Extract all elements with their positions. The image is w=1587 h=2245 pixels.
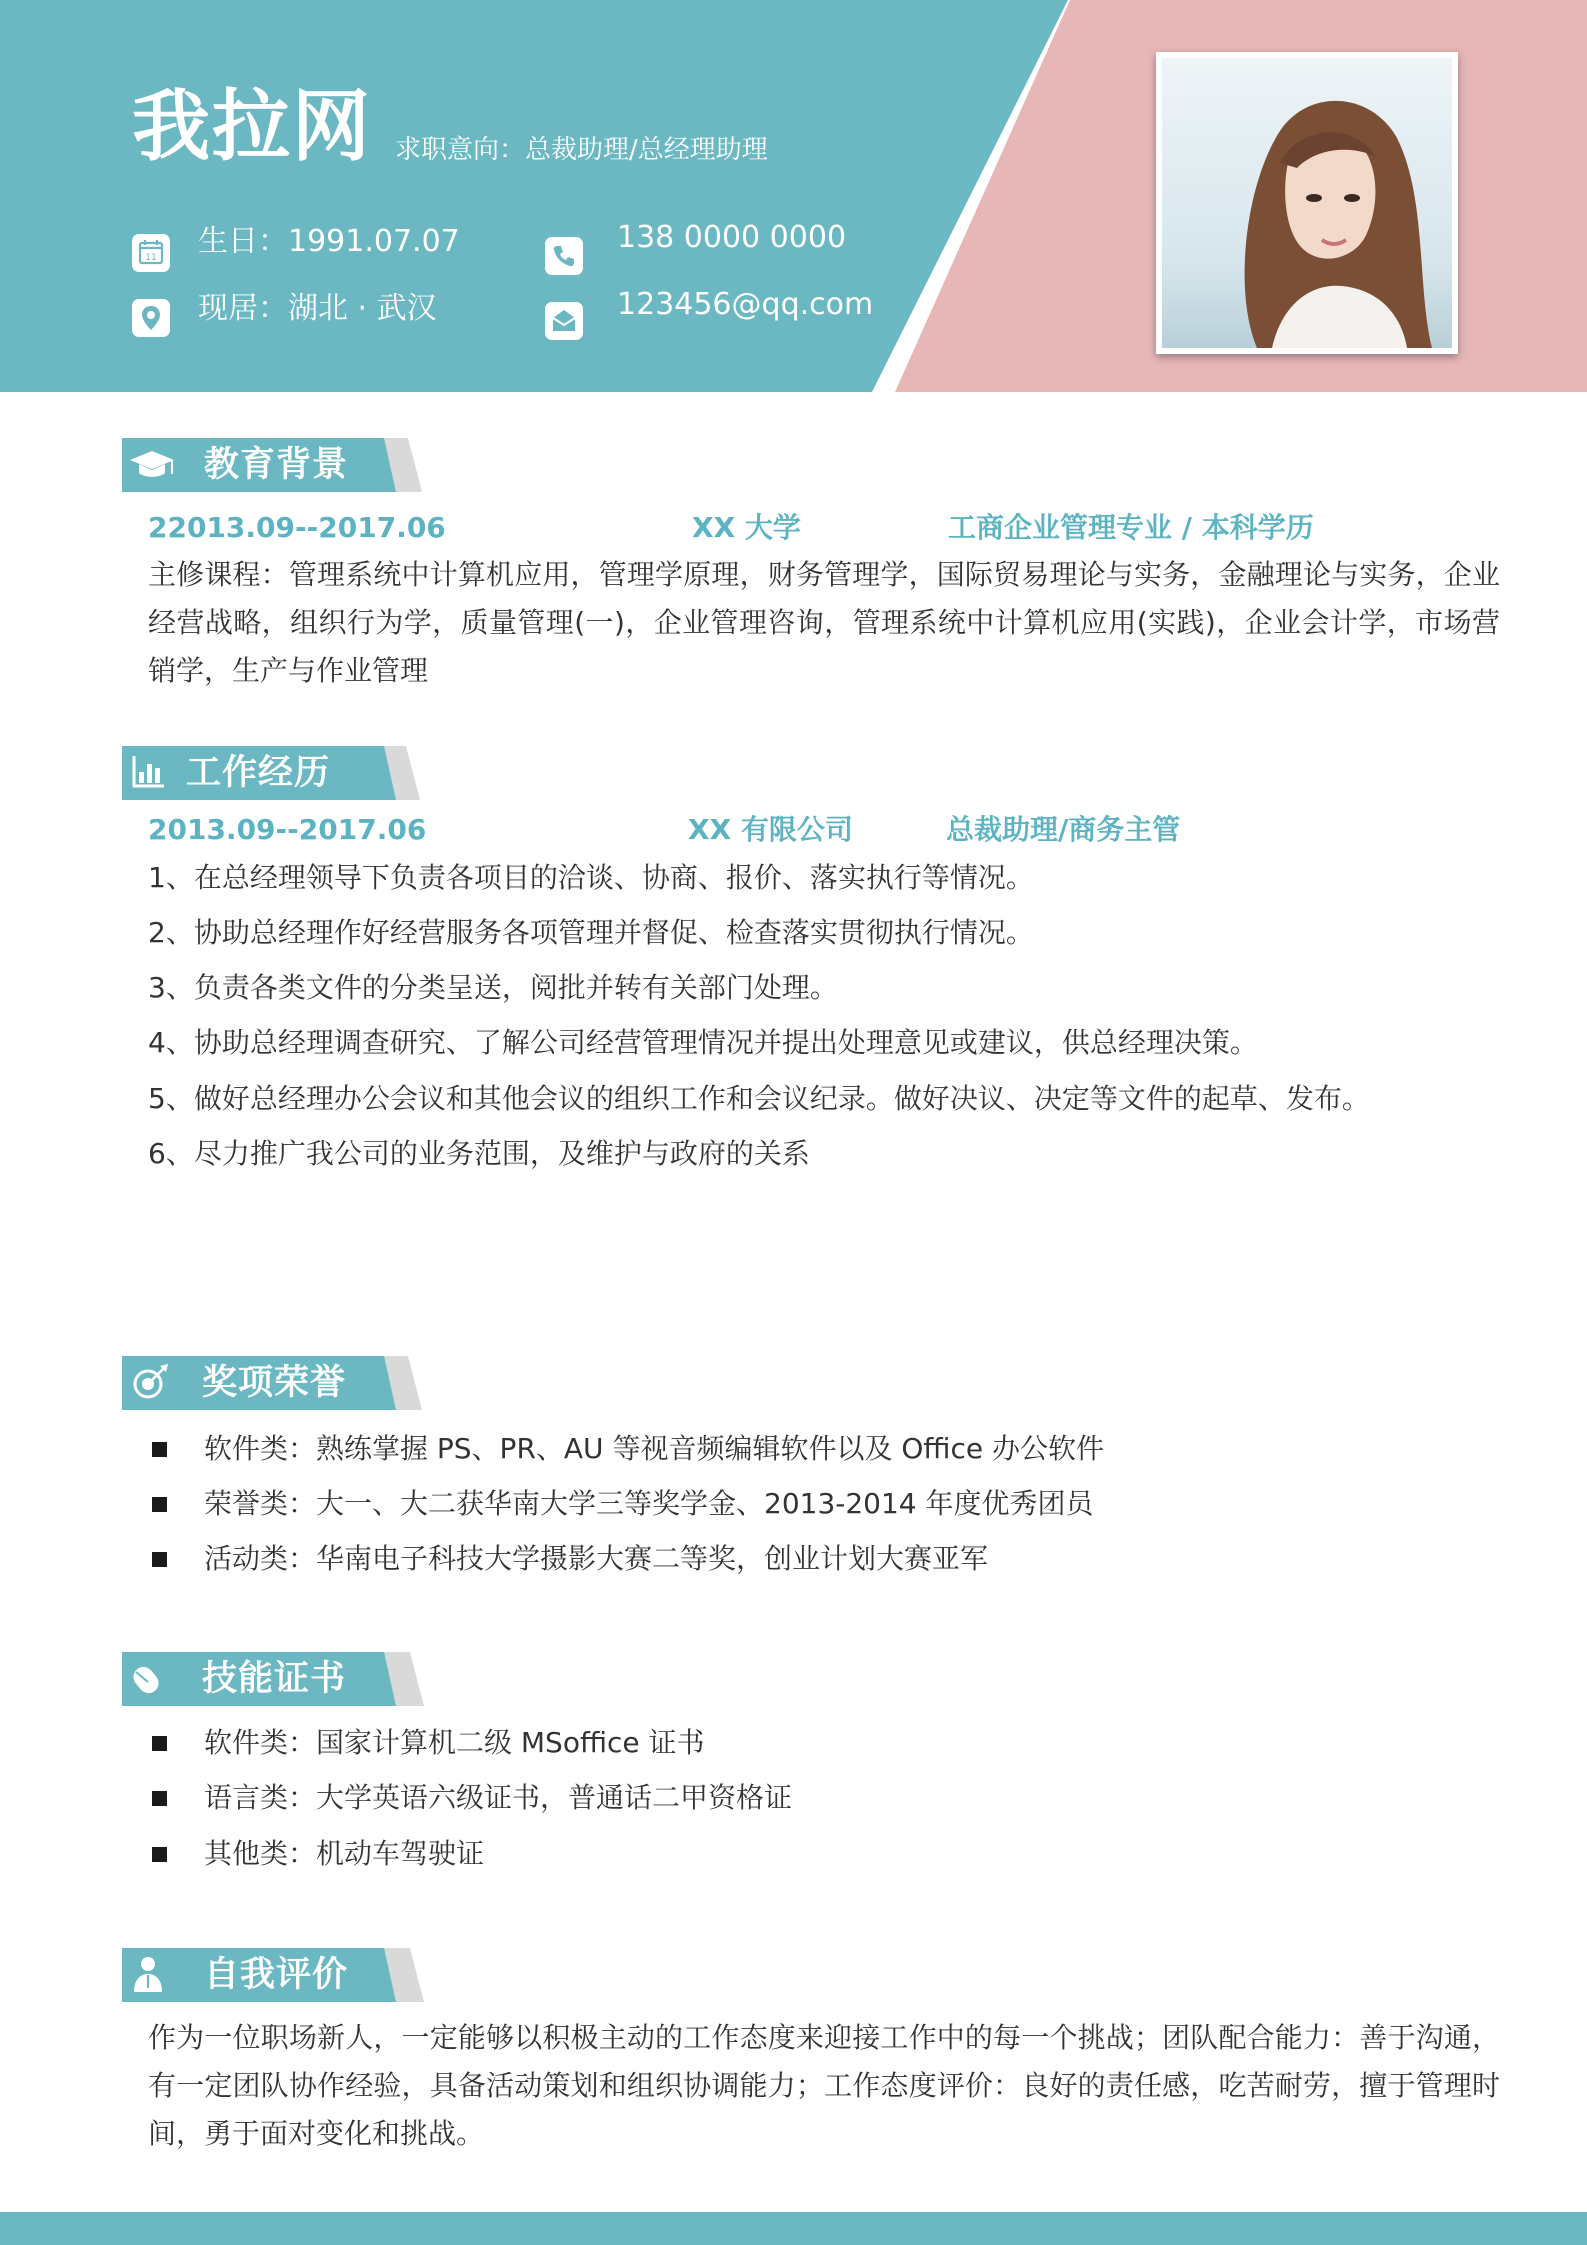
birthday: 生日：1991.07.07 — [198, 224, 460, 259]
email: 123456@qq.com — [617, 287, 874, 322]
awards-item: 荣誉类：大一、大二获华南大学三等奖学金、2013-2014 年度优秀团员 — [204, 1487, 1094, 1520]
self-header — [122, 1948, 424, 2002]
education-header — [122, 438, 424, 492]
self-evaluation-text: 作为一位职场新人，一定能够以积极主动的工作态度来迎接工作中的每一个挑战；团队配合能力：善于沟通，有一定团队协作经验，具备活动策划和组织协调能力；工作态度评价：良好的责任感，吃苦耐劳，擅于管理时间，勇于面对变化和挑战。 — [148, 2021, 1500, 2150]
calendar-icon — [132, 234, 170, 272]
bullet-square — [152, 1847, 167, 1862]
phone: 138 0000 0000 — [617, 220, 847, 255]
education-major: 工商企业管理专业 / 本科学历 — [948, 511, 1314, 544]
self-title: 自我评价 — [204, 1955, 349, 1995]
work-item: 5、做好总经理办公会议和其他会议的组织工作和会议纪录。做好决议、决定等文件的起草、发布。 — [148, 1082, 1370, 1115]
work-item: 2、协助总经理作好经营服务各项管理并督促、检查落实贯彻执行情况。 — [148, 916, 1034, 949]
skills-item: 其他类：机动车驾驶证 — [204, 1837, 485, 1870]
awards-header — [122, 1356, 424, 1410]
work-item: 6、尽力推广我公司的业务范围，及维护与政府的关系 — [148, 1137, 810, 1170]
skills-header — [122, 1652, 424, 1706]
email-icon — [545, 302, 583, 340]
skills-title: 技能证书 — [202, 1659, 347, 1699]
skills-item: 软件类：国家计算机二级 MSoffice 证书 — [204, 1726, 705, 1759]
awards-title: 奖项荣誉 — [202, 1363, 347, 1403]
calendar-icon-day: 11 — [145, 253, 157, 263]
bullet-square — [152, 1442, 167, 1457]
job-intent: 求职意向：总裁助理/总经理助理 — [395, 135, 768, 165]
work-item: 3、负责各类文件的分类呈送，阅批并转有关部门处理。 — [148, 971, 838, 1004]
work-item: 4、协助总经理调查研究、了解公司经营管理情况并提出处理意见或建议，供总经理决策。 — [148, 1026, 1258, 1059]
work-title: 工作经历 — [186, 753, 331, 793]
work-period: 2013.09--2017.06 — [148, 813, 427, 846]
footer-bar — [0, 2212, 1587, 2245]
education-period: 22013.09--2017.06 — [148, 511, 446, 544]
phone-icon — [545, 237, 583, 275]
work-company: XX 有限公司 — [688, 813, 853, 846]
education-courses: 主修课程：管理系统中计算机应用，管理学原理，财务管理学，国际贸易理论与实务，金融理论与实务，企业经营战略，组织行为学，质量管理(一)，企业管理咨询，管理系统中计算机应用(实践)，企业会计学，市场营销学，生产与作业管理 — [148, 558, 1500, 687]
awards-item: 软件类：熟练掌握 PS、PR、AU 等视音频编辑软件以及 Office 办公软件 — [204, 1432, 1104, 1465]
work-item: 1、在总经理领导下负责各项目的洽谈、协商、报价、落实执行等情况。 — [148, 861, 1034, 894]
candidate-name: 我拉网 — [132, 82, 373, 172]
skills-item: 语言类：大学英语六级证书，普通话二甲资格证 — [204, 1781, 793, 1814]
education-title: 教育背景 — [204, 445, 349, 485]
bullet-square — [152, 1552, 167, 1567]
bullet-square — [152, 1497, 167, 1512]
bullet-square — [152, 1736, 167, 1751]
profile-photo — [1156, 52, 1458, 354]
work-position: 总裁助理/商务主管 — [946, 813, 1181, 846]
location-icon — [132, 299, 170, 337]
education-school: XX 大学 — [692, 511, 801, 544]
awards-item: 活动类：华南电子科技大学摄影大赛二等奖，创业计划大赛亚军 — [204, 1542, 989, 1575]
bullet-square — [152, 1791, 167, 1806]
work-header — [122, 746, 424, 800]
location: 现居：湖北 · 武汉 — [198, 291, 437, 326]
